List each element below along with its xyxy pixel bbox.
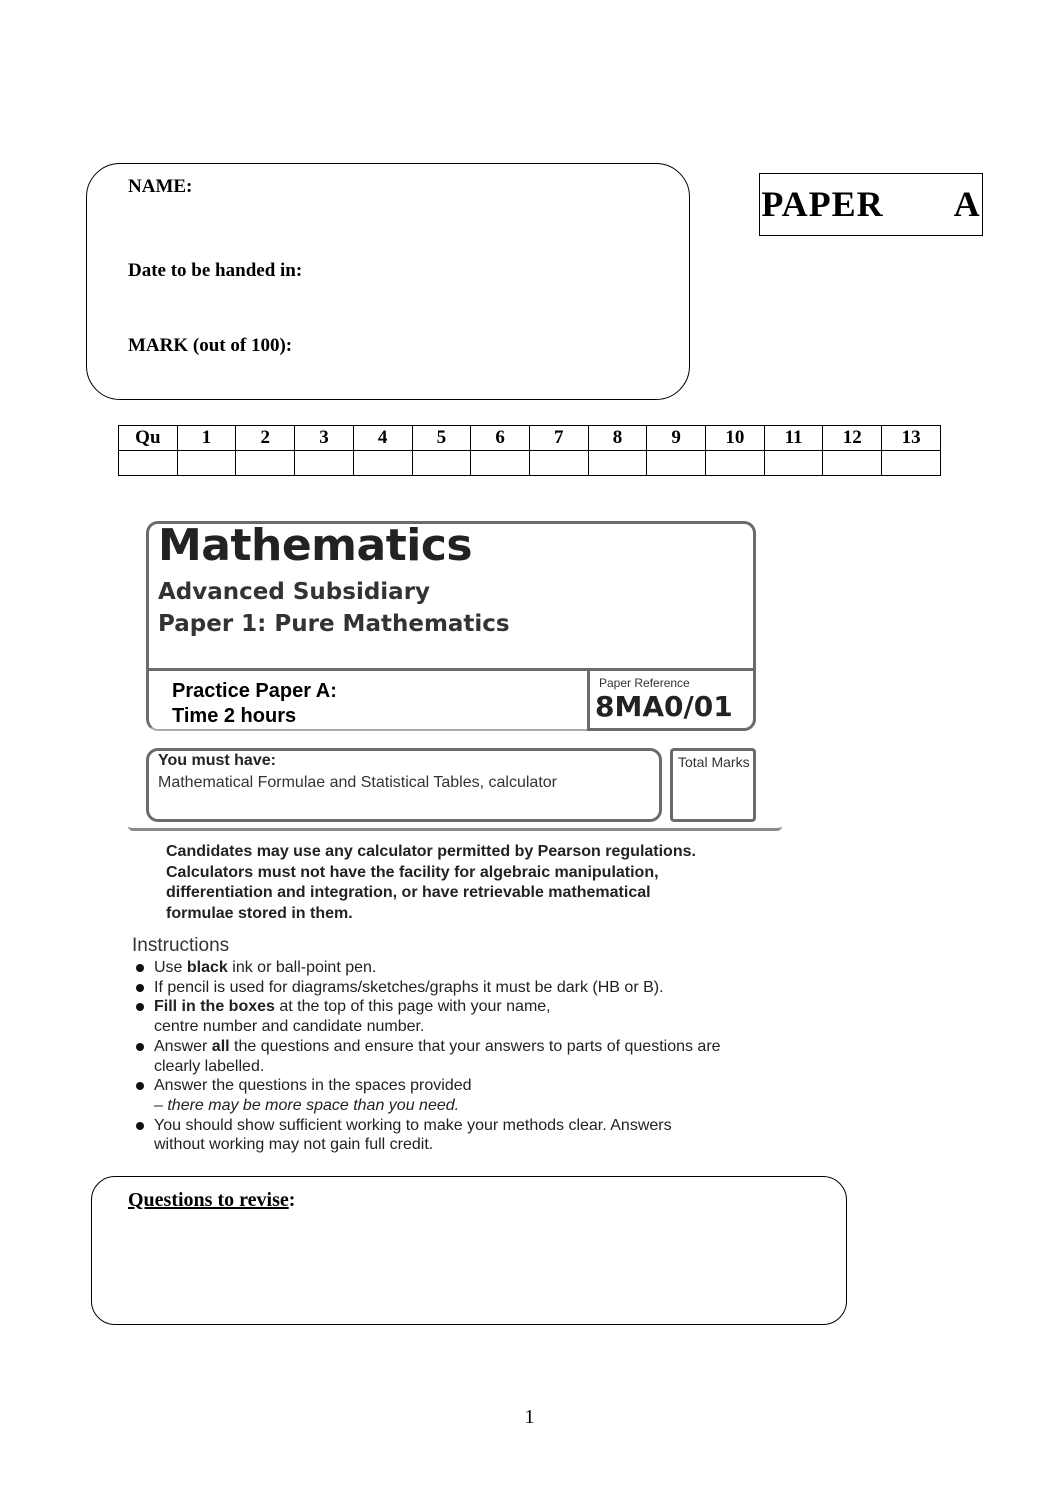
table-header-cell: 1 — [177, 426, 236, 451]
table-header-cell: Qu — [119, 426, 178, 451]
table-header-cell: 3 — [295, 426, 354, 451]
table-marks-row — [119, 451, 941, 476]
table-cell — [471, 451, 530, 476]
mark-label: MARK (out of 100): — [128, 335, 293, 356]
table-header-cell: 6 — [471, 426, 530, 451]
table-header-cell: 10 — [706, 426, 765, 451]
paper-reference-label: Paper Reference — [599, 676, 690, 690]
table-cell — [882, 451, 941, 476]
instruction-emphasis: black — [186, 959, 228, 976]
page-number: 1 — [524, 1406, 535, 1428]
list-item: If pencil is used for diagrams/sketches/graphs it must be dark (HB or B). — [132, 978, 772, 998]
table-cell — [529, 451, 588, 476]
instruction-text: at the top of this page with your name, — [274, 998, 551, 1016]
name-label: NAME: — [128, 176, 193, 197]
calculator-note-line: Calculators must not have the facility for algebraic manipulation, — [166, 863, 659, 881]
table-cell — [119, 451, 178, 476]
paper-label-text: PAPER A — [761, 184, 981, 224]
table-header-cell: 12 — [823, 426, 882, 451]
cover-title: Mathematics — [158, 520, 473, 571]
table-header-cell: 7 — [529, 426, 588, 451]
table-cell — [353, 451, 412, 476]
list-item — [132, 1037, 772, 1057]
list-item: You should show sufficient working to make your methods clear. Answers — [132, 1116, 772, 1136]
table-cell — [588, 451, 647, 476]
table-cell — [706, 451, 765, 476]
table-header-row — [119, 426, 941, 451]
total-marks-label: Total Marks — [678, 754, 750, 770]
cover-paper-name: Paper 1: Pure Mathematics — [158, 611, 510, 637]
cover-subtitle: Advanced Subsidiary — [158, 579, 431, 605]
calculator-note-line: differentiation and integration, or have retrievable mathematical — [166, 884, 651, 901]
table-header-cell: 2 — [236, 426, 295, 451]
table-header-cell: 8 — [588, 426, 647, 451]
calculator-note-line: Candidates may use any calculator permitted by Pearson regulations. — [166, 843, 696, 860]
paper-reference-code: 8MA0/01 — [595, 690, 733, 723]
table-cell — [647, 451, 706, 476]
student-details-box — [86, 163, 690, 400]
instruction-text: the questions and ensure that your answers to parts of questions are — [229, 1037, 721, 1055]
list-item-continuation: without working may not gain full credit. — [154, 1136, 434, 1154]
date-label: Date to be handed in: — [128, 260, 303, 281]
table-header-cell: 9 — [647, 426, 706, 451]
instruction-text: Use — [154, 959, 187, 976]
list-item: Answer the questions in the spaces provided — [132, 1076, 772, 1096]
list-item — [132, 958, 772, 978]
question-marks-table — [118, 425, 941, 476]
calculator-note — [166, 842, 746, 924]
list-item-continuation: centre number and candidate number. — [154, 1018, 425, 1036]
cover-bottom-rule — [128, 826, 782, 831]
table-header-cell: 13 — [882, 426, 941, 451]
table-cell — [412, 451, 471, 476]
time-allowed: Time 2 hours — [172, 705, 297, 727]
table-header-cell: 4 — [353, 426, 412, 451]
table-cell — [236, 451, 295, 476]
list-item-continuation: – there may be more space than you need. — [154, 1096, 460, 1114]
table-cell — [295, 451, 354, 476]
must-have-text: Mathematical Formulae and Statistical Tables, calculator — [158, 774, 557, 791]
revise-label-colon: : — [288, 1189, 296, 1211]
table-cell — [823, 451, 882, 476]
table-cell — [764, 451, 823, 476]
instruction-emphasis: Fill in the boxes — [154, 998, 275, 1016]
calculator-note-line: formulae stored in them. — [166, 904, 353, 922]
instruction-text: Answer — [154, 1037, 212, 1055]
practice-paper-title: Practice Paper A: — [172, 680, 337, 702]
instruction-text: ink or ball-point pen. — [227, 959, 377, 976]
instruction-emphasis: all — [211, 1037, 230, 1055]
instructions-list — [132, 958, 772, 1155]
revise-label-text: Questions to revise — [128, 1189, 289, 1211]
table-cell — [177, 451, 236, 476]
questions-to-revise-label — [128, 1189, 295, 1212]
table-header-cell: 5 — [412, 426, 471, 451]
paper-label — [759, 173, 983, 236]
list-item-continuation: clearly labelled. — [154, 1057, 265, 1075]
instructions-heading: Instructions — [132, 935, 230, 956]
table-header-cell: 11 — [764, 426, 823, 451]
must-have-heading: You must have: — [158, 752, 276, 769]
list-item — [132, 997, 772, 1017]
